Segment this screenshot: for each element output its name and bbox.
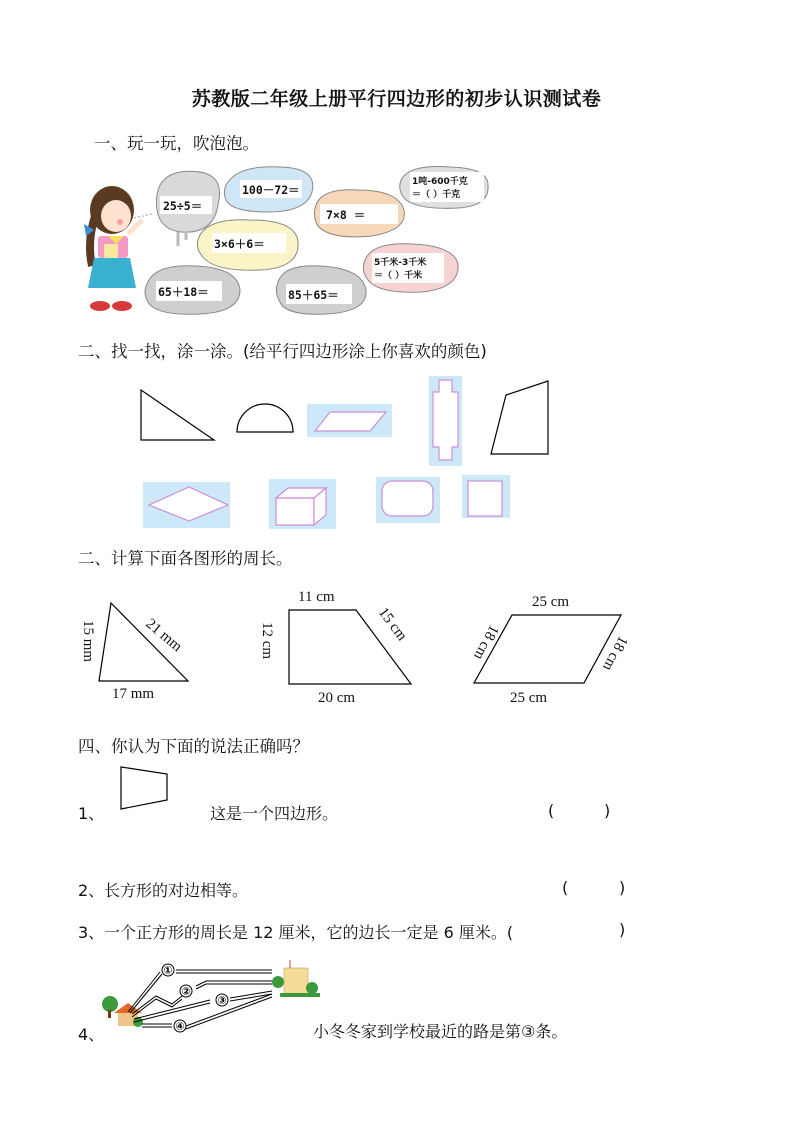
item-4-number: 4、 [78, 1025, 105, 1044]
svg-text:＝（ ）千米: ＝（ ）千米 [374, 271, 423, 281]
svg-text:1吨-600千克: 1吨-600千克 [412, 177, 468, 187]
svg-text:18 cm: 18 cm [599, 633, 631, 674]
item-1-statement: 这是一个四边形。 [210, 804, 339, 823]
page-title: 苏教版二年级上册平行四边形的初步认识测试卷 [191, 88, 602, 110]
svg-text:12 cm: 12 cm [259, 622, 275, 660]
svg-text:②: ② [181, 985, 191, 998]
item-1-answer-open[interactable]: ( [548, 801, 555, 820]
item-3-number: 3、 [78, 923, 105, 942]
svg-text:15 cm: 15 cm [374, 604, 410, 645]
item-2-answer-open[interactable]: ( [562, 878, 569, 897]
item-1-answer-close[interactable]: ) [604, 801, 611, 820]
item-4-statement: 小冬冬家到学校最近的路是第③条。 [313, 1022, 568, 1041]
svg-text:④: ④ [175, 1020, 185, 1033]
svg-text:85＋65＝: 85＋65＝ [288, 288, 339, 302]
svg-text:25 cm: 25 cm [510, 690, 548, 706]
svg-text:③: ③ [217, 994, 227, 1007]
svg-text:5千米-3千米: 5千米-3千米 [374, 258, 427, 268]
svg-text:17 mm: 17 mm [112, 686, 155, 702]
section2-heading: 二、找一找，涂一涂。(给平行四边形涂上你喜欢的颜色) [78, 342, 487, 361]
item-1-number: 1、 [78, 804, 105, 823]
home-to-school-routes-illustration [0, 0, 340, 1050]
svg-text:21 mm: 21 mm [142, 615, 185, 656]
item-3-answer-close[interactable]: ) [619, 920, 626, 939]
svg-text:100－72＝: 100－72＝ [242, 183, 300, 197]
item-2-answer-close[interactable]: ) [619, 878, 626, 897]
item-2-number: 2、 [78, 881, 105, 900]
svg-text:11 cm: 11 cm [298, 589, 335, 605]
section4-heading: 四、你认为下面的说法正确吗？ [78, 737, 309, 756]
section3-heading: 二、计算下面各图形的周长。 [78, 549, 293, 568]
svg-text:18 cm: 18 cm [470, 622, 502, 663]
svg-text:25 cm: 25 cm [532, 594, 570, 610]
school-icon [272, 960, 320, 997]
svg-text:7×8 ＝: 7×8 ＝ [326, 208, 366, 222]
svg-text:15 mm: 15 mm [80, 620, 96, 663]
svg-text:25÷5＝: 25÷5＝ [163, 199, 203, 213]
svg-text:＝（ ）千克: ＝（ ）千克 [412, 190, 461, 200]
svg-text:①: ① [163, 964, 173, 977]
item-2-statement: 长方形的对边相等。 [104, 881, 249, 900]
section1-heading: 一、玩一玩，吹泡泡。 [94, 134, 259, 153]
item-3-statement: 一个正方形的周长是 12 厘米，它的边长一定是 6 厘米。( [104, 923, 514, 942]
svg-text:3×6＋6＝: 3×6＋6＝ [214, 237, 265, 251]
svg-text:65＋18＝: 65＋18＝ [158, 285, 209, 299]
parallelogram-figure [474, 615, 621, 683]
svg-text:20 cm: 20 cm [318, 690, 356, 706]
